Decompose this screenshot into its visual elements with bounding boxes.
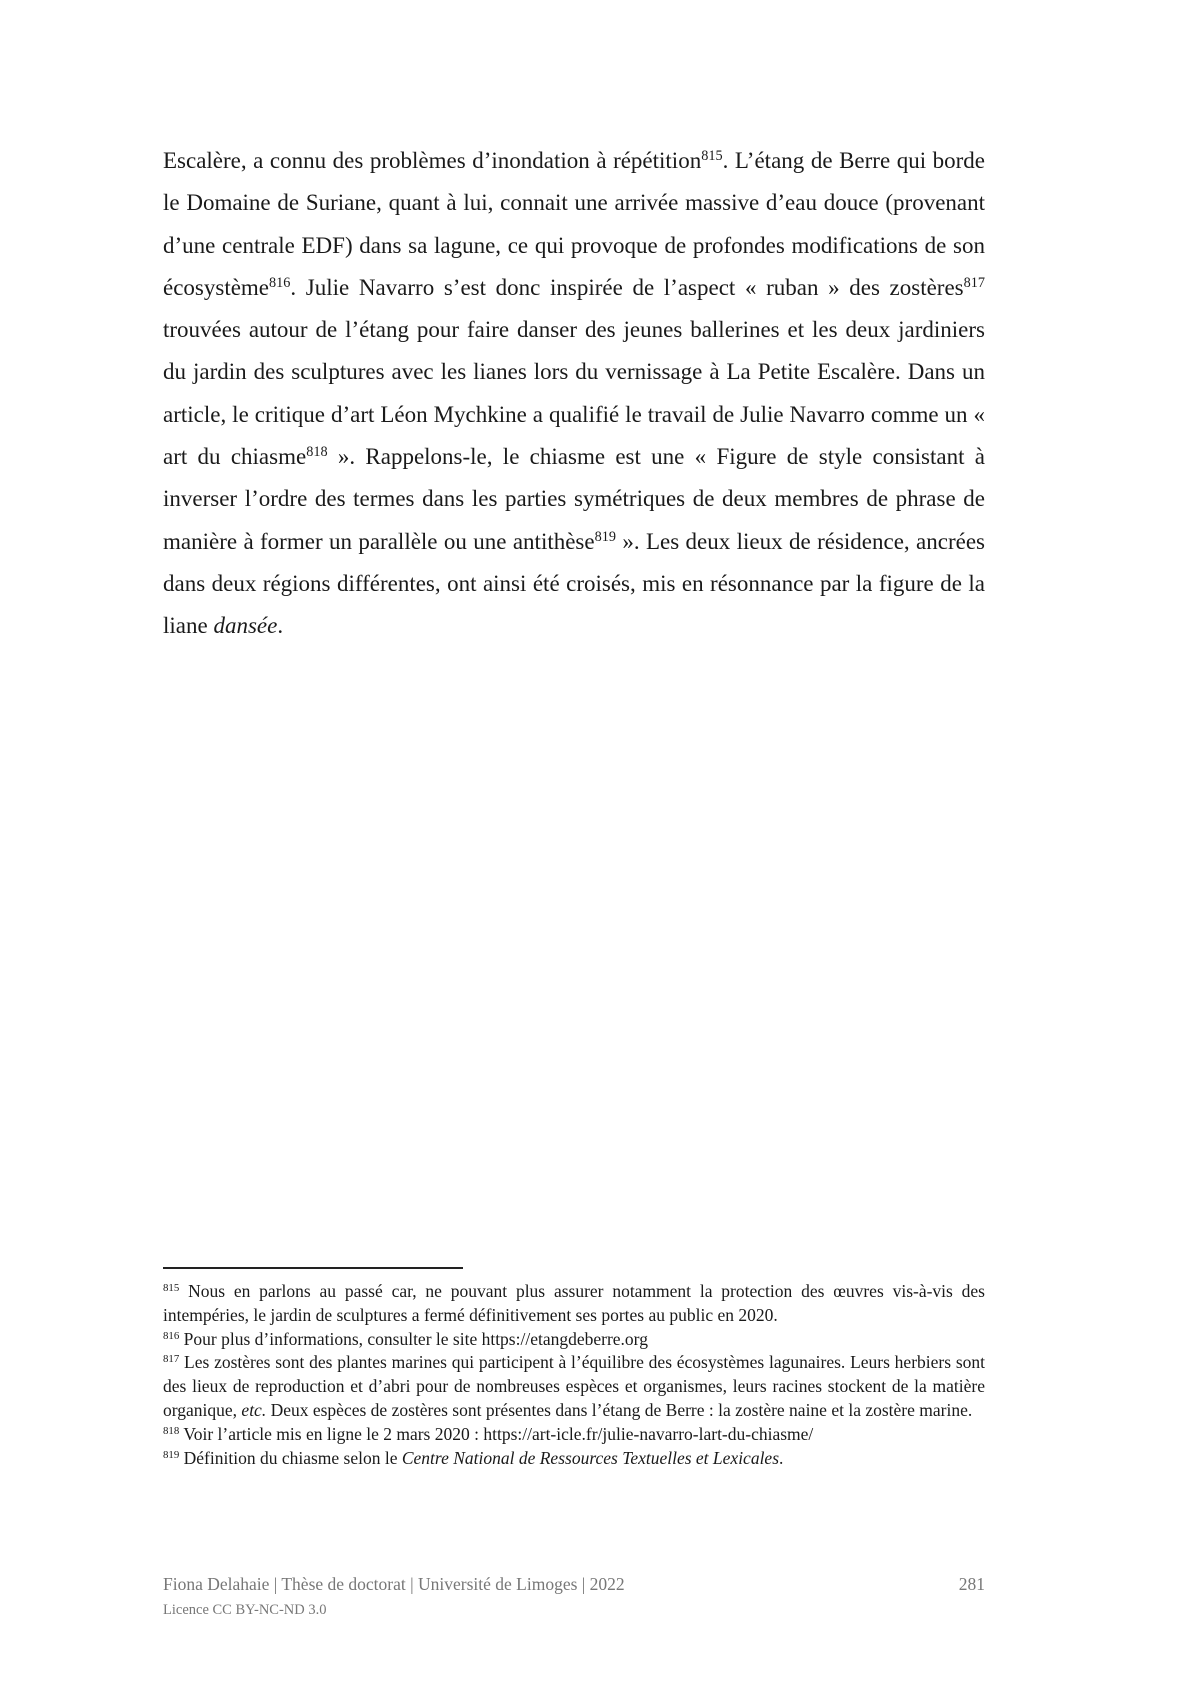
text-run: Les zostères sont des plantes marines qui participent à l’équilibre des écosystèmes lagunaires. Leurs herbiers sont des lieux de reproduction et d’abri pour de nombreuses espèces et organismes, leurs racines stockent de la matière organique, [163,1352,985,1420]
text-run: trouvées autour de l’étang pour faire danser des jeunes ballerines et les deux jardiniers du jardin des sculptures avec les lianes lors du vernissage à La Petite Escalère. Dans un article, le critique d’art Léon Mychkine a qualifié le travail de Julie Navarro comme un « art du chiasme [163,317,985,470]
footnote-reference: 818 [306,444,328,461]
footnote-number: 817 [163,1353,180,1366]
body-paragraph [163,140,985,648]
footnote-number: 818 [163,1424,180,1437]
footnote-reference: 815 [701,148,723,165]
italic-text: dansée [213,613,278,639]
footnote-reference: 817 [963,275,985,292]
text-run: ». Les deux lieux de résidence, ancrées dans deux régions différentes, ont ainsi été croisés, mis en résonnance par la figure de la liane [163,528,985,639]
text-run: . [779,1447,784,1468]
footnote-817 [163,1351,985,1422]
text-run: ». Rappelons-le, le chiasme est une « Figure de style consistant à inverser l’ordre des termes dans les parties symétriques de deux membres de phrase de manière à former un parallèle ou une antithèse [163,444,985,554]
footnote-number: 815 [163,1282,180,1295]
italic-text: Centre National de Ressources Textuelles et Lexicales [401,1447,780,1468]
footnote-reference: 816 [269,275,291,292]
text-run: . Julie Navarro s’est donc inspirée de l’aspect « ruban » des zostères [290,274,964,300]
footer-author-info: Fiona Delahaie | Thèse de doctorat | Université de Limoges | 2022 [163,1574,625,1594]
page-number: 281 [958,1574,985,1594]
text-run: Voir l’article mis en ligne le 2 mars 2020 : https://art-icle.fr/julie-navarro-lart-du-chiasme/ [179,1423,814,1444]
footnote-number: 816 [163,1329,180,1342]
text-run: Deux espèces de zostères sont présentes dans l’étang de Berre : la zostère naine et la zostère marine. [266,1399,973,1420]
footnote-818 [163,1423,985,1447]
text-run: Définition du chiasme selon le [179,1447,402,1468]
footnote-number: 819 [163,1448,180,1461]
footnote-815 [163,1280,985,1328]
footnote-separator [163,1267,463,1269]
italic-text: etc. [241,1399,267,1420]
text-run: Pour plus d’informations, consulter le site https://etangdeberre.org [179,1328,648,1349]
footnotes [163,1280,985,1470]
footer-licence: Licence CC BY-NC-ND 3.0 [163,1602,327,1618]
footnote-819 [163,1447,985,1471]
text-run: Escalère, a connu des problèmes d’inondation à répétition [163,148,702,173]
footnote-816 [163,1328,985,1352]
footnote-reference: 819 [594,528,616,545]
paragraph [163,140,985,648]
text-run: . [277,613,284,639]
text-run: Nous en parlons au passé car, ne pouvant plus assurer notamment la protection des œuvres vis-à-vis des intempéries, le jardin de sculptures a fermé définitivement ses portes au public en 2020. [163,1281,985,1325]
text-run: . L’étang de Berre qui borde le Domaine de Suriane, quant à lui, connait une arrivée massive d’eau douce (provenant d’une centrale EDF) dans sa lagune, ce qui provoque de profondes modifications de son écosystème [163,148,985,300]
